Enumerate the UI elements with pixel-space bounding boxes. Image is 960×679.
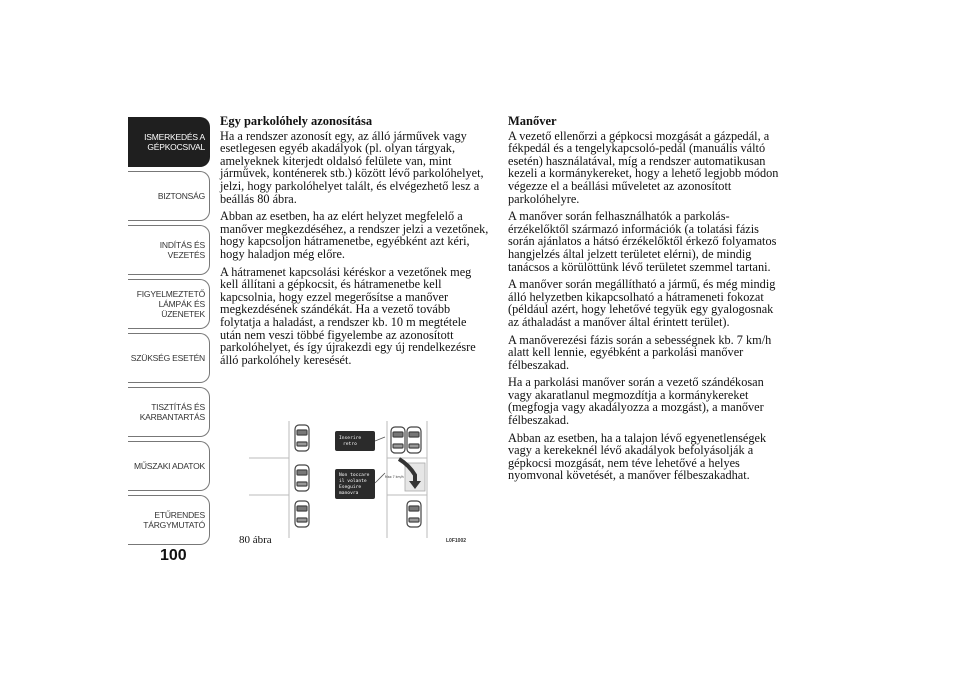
section-heading-parking-space: Egy parkolóhely azonosítása: [220, 114, 373, 128]
display-text: retro: [343, 442, 357, 447]
chapter-tab-warning-lights[interactable]: FIGYELMEZTETŐ LÁMPÁK ÉS ÜZENETEK: [128, 279, 210, 329]
chapter-tab-index[interactable]: ETŰRENDES TÁRGYMUTATÓ: [128, 495, 210, 545]
speed-label: Max 7 km/h: [385, 475, 404, 479]
section-heading-maneuver: Manőver: [508, 114, 557, 128]
car-icon: [391, 427, 405, 453]
paragraph: A manőver során felhasználhatók a parkolás-érzékelőktől származó információk (a tolatási fázis során ajánlatos a hátsó érzékelőktől érkező folyamatos hangjelzés által jelzett területet elérni), de mindig tanácsos a körülöttünk lévő területet szemmel tartani.: [508, 209, 777, 274]
car-icon: [295, 425, 309, 451]
paragraph: A vezető ellenőrzi a gépkocsi mozgását a gázpedál, a fékpedál és a tengelykapcsoló-pedál (manuális váltó esetén) használatával, míg a rendszer automatikusan kezeli a kormánykereket, hogy a lehető legjobb módon végezze el a beállási műveletet az azonosított parkolóhelyre.: [508, 128, 779, 206]
paragraph: A hátramenet kapcsolási kéréskor a vezetőnek meg kell állítani a gépkocsit, és hátramenetbe kell kapcsolnia, hogy ezzel megerősítse a manőver megkezdésének szándékát. Ha a vezető tovább folytatja a haladást, a rendszer kb. 10 m megtétele után nem veszi többé figyelembe az azonosított parkolóhelyet, és így újrakezdi egy új rendelkezésre álló parkolóhely keresését.: [220, 264, 476, 367]
paragraph: Abban az esetben, ha a talajon lévő egyenetlenségek vagy a kerekeknél lévő akadályok befolyásolják a gépkocsi mozgását, nem téve lehetővé a helyes nyomvonal követését, a manőver félbeszakadhat.: [508, 430, 767, 483]
paragraph: A manőverezési fázis során a sebességnek kb. 7 km/h alatt kell lennie, egyébként a parkolási manőver félbeszakad.: [508, 332, 772, 372]
paragraph: Ha a rendszer azonosít egy, az álló járművek vagy esetlegesen egyéb akadályok (pl. olyan tárgyak, amelyeknek kiterjedt oldalsó felülete van, mint járművek, konténerek stb.) között lévő parkolóhelyet, jelzi, hogy parkolóhelyet talált, és elvégezhető lesz a beállás 80 ábra.: [220, 128, 484, 206]
car-icon: [295, 501, 309, 527]
display-panel: [335, 431, 375, 451]
display-text: Non toccare: [339, 473, 370, 478]
display-text: il volante: [339, 479, 367, 484]
parking-diagram: [239, 413, 474, 541]
display-text: Inserire: [339, 436, 362, 441]
chapter-tab-emergency[interactable]: SZÜKSÉG ESETÉN: [128, 333, 210, 383]
paragraph: Abban az esetben, ha az elért helyzet megfelelő a manőver megkezdéséhez, a rendszer jelzi a vezetőnek, hogy kapcsoljon hátramenetbe, egyébként azt kéri, hogy haladjon még előre.: [220, 209, 489, 261]
display-text: Eseguire: [339, 485, 362, 490]
chapter-tab-getting-to-know[interactable]: ISMERKEDÉS A GÉPKOCSIVAL: [128, 117, 210, 167]
chapter-tab-starting-driving[interactable]: INDÍTÁS ÉS VEZETÉS: [128, 225, 210, 275]
car-icon: [407, 501, 421, 527]
car-icon: [407, 427, 421, 453]
parking-figure: [239, 413, 474, 541]
chapter-tab-technical-data[interactable]: MŰSZAKI ADATOK: [128, 441, 210, 491]
display-text: manovra: [339, 491, 359, 496]
paragraph: A manőver során megállítható a jármű, és még mindig álló helyzetben kikapcsolható a hátrameneti fokozat (például azért, hogy lehetővé tegyük egy gyalogosnak az áthaladást a manőver által érintett terület).: [508, 277, 776, 329]
chapter-sidebar: [128, 117, 210, 545]
figure-code: L0F1002: [446, 538, 467, 544]
figure-caption: 80 ábra: [239, 534, 272, 546]
left-column: [220, 115, 490, 371]
chapter-tab-maintenance[interactable]: TISZTÍTÁS ÉS KARBANTARTÁS: [128, 387, 210, 437]
car-icon: [295, 465, 309, 491]
chapter-tab-safety[interactable]: BIZTONSÁG: [128, 171, 210, 221]
right-column: [508, 115, 780, 487]
paragraph: Ha a parkolási manőver során a vezető szándékosan vagy akaratlanul megmozdítja a kormánykereket (megfogja vagy akadályozza a mozgást), a manőver félbeszakad.: [508, 375, 764, 428]
page-number: 100: [160, 547, 187, 564]
